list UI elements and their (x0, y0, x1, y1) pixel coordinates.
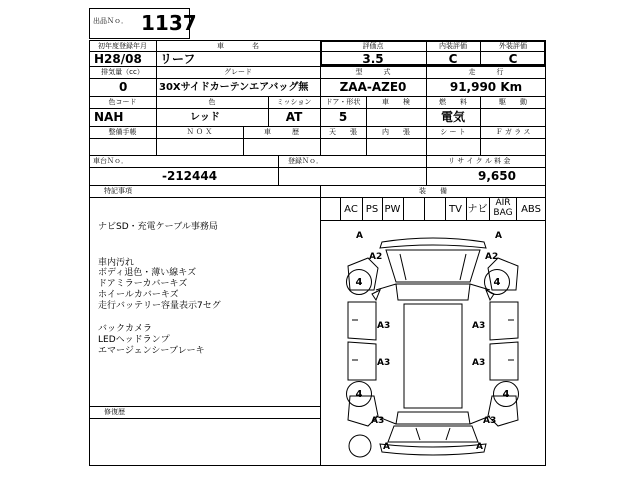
lot-number-label: 出品Ｎｏ． (93, 17, 128, 25)
note-item: バックカメラ (98, 324, 153, 334)
tire-front-right: 4 (484, 269, 510, 295)
score-value: 3.5 (362, 52, 384, 66)
equipment-ps: PS (365, 204, 379, 215)
grade-mark: A (356, 231, 363, 241)
grade-mark: A (495, 231, 502, 241)
note-item: ボディ退色・薄い線キズ (98, 268, 197, 278)
grade-value: 30Xサイドカーテンエアバッグ無 (159, 82, 309, 93)
color-value: レッド (190, 112, 220, 123)
nox-label: Ｎ Ｏ Ｘ (186, 128, 213, 136)
note-item: LEDヘッドランプ (98, 335, 170, 345)
grade-mark: A3 (472, 358, 486, 368)
grade-mark: A3 (472, 321, 486, 331)
drive-label: 駆 動 (499, 98, 527, 106)
note-item: ホイールカバーキズ (98, 290, 179, 300)
equipment-header: 装 備 (419, 187, 447, 195)
exterior-score-value: C (508, 52, 518, 66)
car-name-label: 車 名 (217, 42, 259, 50)
mileage-label: 走 行 (468, 68, 504, 76)
grade-mark: A2 (485, 252, 499, 262)
chassis-number-value: -212444 (162, 169, 218, 183)
grade-mark: A2 (369, 252, 383, 262)
model-value: ZAA-AZE0 (339, 80, 407, 94)
tire-rear-right: 4 (493, 381, 519, 407)
note-item: 車内汚れ (98, 258, 135, 268)
inspection-label: 車 検 (382, 98, 410, 106)
grade-mark: A (383, 442, 390, 452)
note-item: 走行バッテリー容量表示7セグ (98, 301, 221, 311)
reg-date-label: 初年度登録年月 (98, 42, 147, 50)
repair-history-header: 修復歴 (104, 408, 125, 416)
chassis-number-label: 車台Ｎｏ． (93, 157, 128, 165)
color-code-label: 色コード (108, 98, 137, 106)
doors-label: ドア・形状 (325, 98, 361, 106)
seat-label: シ ー ト (440, 128, 466, 136)
doors-value: 5 (338, 110, 348, 124)
fuel-label: 燃 料 (439, 98, 467, 106)
tire-rear-left: 4 (346, 381, 372, 407)
equipment-tv: TV (449, 204, 462, 215)
ceiling-label: 天 張 (329, 128, 357, 136)
grade-mark: A3 (377, 321, 391, 331)
front-glass-label: Ｆ ガ ラ ス (495, 128, 531, 136)
note-item: ドアミラーカバーキズ (98, 279, 188, 289)
equipment-abs: ABS (521, 204, 541, 215)
color-code-value: NAH (94, 110, 124, 124)
transmission-label: ミッション (276, 98, 312, 106)
note-item: エマージェンシーブレーキ (98, 346, 205, 356)
displacement-value: 0 (119, 80, 128, 94)
notes-header: 特記事項 (104, 187, 132, 195)
color-label: 色 (208, 98, 216, 106)
registration-number-label: 登録Ｎｏ． (288, 157, 323, 165)
maintenance-book-label: 整備手帳 (108, 128, 137, 136)
transmission-value: AT (285, 110, 303, 124)
interior-trim-label: 内 張 (382, 128, 410, 136)
vehicle-history-label: 車 歴 (264, 128, 299, 136)
interior-score-label: 内装評価 (439, 42, 467, 50)
equipment-ac: AC (344, 204, 358, 215)
grade-mark: A3 (377, 358, 391, 368)
displacement-label: 排気量（cc） (101, 68, 144, 76)
exterior-score-label: 外装評価 (499, 42, 527, 50)
interior-score-value: C (448, 52, 458, 66)
tire-front-left: 4 (346, 269, 372, 295)
score-label: 評価点 (362, 42, 384, 50)
note-item: ナビSD・充電ケーブル事務局 (98, 222, 218, 232)
grade-label: グレード (224, 68, 252, 76)
car-name-value: リーフ (160, 52, 196, 66)
equipment-navi: ナビ (467, 204, 488, 215)
grade-mark: A3 (483, 416, 497, 426)
lot-number: 1137 (141, 11, 197, 35)
recycle-fee-label: リ サ イ ク ル 料 金 (448, 157, 511, 165)
equipment-airbag: AIR BAG (493, 198, 513, 218)
grade-mark: A3 (371, 416, 385, 426)
model-label: 型 式 (355, 68, 391, 76)
mileage-value: 91,990 Km (449, 80, 523, 94)
equipment-pw: PW (384, 204, 401, 215)
car-body-diagram (320, 220, 546, 466)
reg-date-value: H28/08 (94, 52, 142, 66)
fuel-value: 電気 (440, 110, 465, 124)
recycle-fee-value: 9,650 (478, 169, 516, 183)
grade-mark: A (476, 442, 483, 452)
